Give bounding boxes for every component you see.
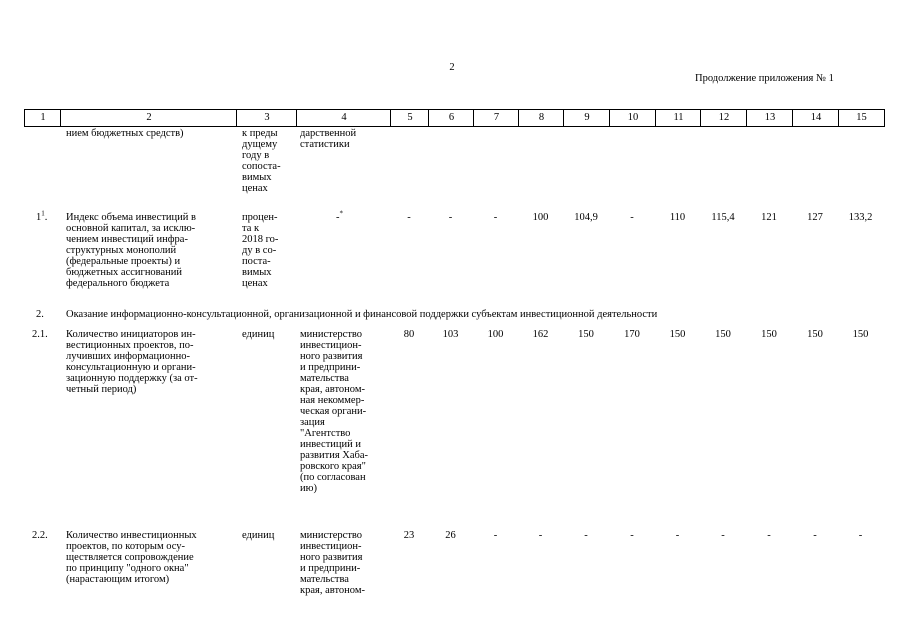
unit-cell: процен- та к 2018 го- ду в со- поста- вимых ценах xyxy=(242,212,279,289)
col-header-13: 13 xyxy=(746,109,793,127)
value-cell: 26 xyxy=(445,530,456,541)
unit-cell: единиц xyxy=(242,329,275,340)
col-header-2: 2 xyxy=(60,109,237,127)
value-cell: 133,2 xyxy=(848,212,873,223)
source-cell: -* xyxy=(336,209,343,223)
value-cell: - xyxy=(767,530,771,541)
indicator-name: Количество инвестиционных проектов, по которым осу- ществляется сопровождение по принципу "одного окна" (нарастающим итогом) xyxy=(66,530,197,585)
value-cell: - xyxy=(407,212,411,223)
col-header-4: 4 xyxy=(296,109,391,127)
value-cell: - xyxy=(630,212,634,223)
value-cell: - xyxy=(675,530,680,541)
col-header-11: 11 xyxy=(655,109,701,127)
col-header-12: 12 xyxy=(700,109,747,127)
col-header-6: 6 xyxy=(428,109,474,127)
value-cell: 170 xyxy=(624,329,640,340)
value-cell: 100 xyxy=(532,212,549,223)
value-cell: 162 xyxy=(532,329,549,340)
col-header-5: 5 xyxy=(390,109,429,127)
value-cell: 115,4 xyxy=(711,212,735,223)
section-title: Оказание информационно-консультационной, организационной и финансовой поддержки субъектам инвестиционной деятельности xyxy=(66,309,658,320)
value-cell: 104,9 xyxy=(574,212,598,223)
source-cell: министерство инвестицион- ного развития и предприни- мательства края, автоном- xyxy=(300,530,365,596)
value-cell: - xyxy=(538,530,543,541)
value-cell: 121 xyxy=(761,212,777,223)
value-cell: - xyxy=(448,212,453,223)
value-cell: 150 xyxy=(852,329,869,340)
source-cell: дарственной статистики xyxy=(300,128,357,150)
col-header-15: 15 xyxy=(838,109,885,127)
value-cell: 23 xyxy=(403,530,415,541)
indicator-name: нием бюджетных средств) xyxy=(66,128,184,139)
col-header-8: 8 xyxy=(518,109,564,127)
value-cell: 127 xyxy=(807,212,823,223)
value-cell: - xyxy=(493,212,498,223)
col-header-9: 9 xyxy=(563,109,610,127)
value-cell: 80 xyxy=(403,329,415,340)
col-header-3: 3 xyxy=(236,109,297,127)
value-cell: 110 xyxy=(669,212,686,223)
row-number: 2. xyxy=(36,309,44,320)
row-number: $1^1$. xyxy=(36,209,48,223)
row-number: 2.1. xyxy=(32,329,48,340)
unit-cell: к преды дущему году в сопоста- вимых ценах xyxy=(242,128,281,194)
col-header-1: 1 xyxy=(24,109,61,127)
value-cell: - xyxy=(858,530,863,541)
indicator-name: Индекс объема инвестиций в основной капитал, за исклю- чением инвестиций инфра- структурных монополий (федеральные проекты) и бюджетных ассигнований федерального бюджета xyxy=(66,212,196,289)
value-cell: - xyxy=(630,530,634,541)
col-header-7: 7 xyxy=(473,109,519,127)
indicator-name: Количество инициаторов ин- вестиционных проектов, по- лучивших информационно- консультационную и органи- зационную поддержку (за от- четный период) xyxy=(66,329,198,395)
page-number: 2 xyxy=(449,62,455,73)
col-header-10: 10 xyxy=(609,109,656,127)
value-cell: 103 xyxy=(442,329,459,340)
value-cell: 150 xyxy=(807,329,823,340)
value-cell: 150 xyxy=(669,329,686,340)
value-cell: 150 xyxy=(761,329,777,340)
value-cell: - xyxy=(721,530,725,541)
value-cell: 150 xyxy=(715,329,731,340)
value-cell: 100 xyxy=(487,329,504,340)
row-number: 2.2. xyxy=(32,530,48,541)
value-cell: - xyxy=(813,530,817,541)
col-header-14: 14 xyxy=(792,109,839,127)
source-cell: министерство инвестицион- ного развития и предприни- мательства края, автоном- ная некоммер- ческая органи- зация "Агентство инвестиций и развития Хаба- ровского края" (по согласован ию) xyxy=(300,329,369,494)
unit-cell: единиц xyxy=(242,530,275,541)
continuation-note: Продолжение приложения № 1 xyxy=(695,73,834,84)
value-cell: 150 xyxy=(578,329,594,340)
value-cell: - xyxy=(584,530,588,541)
value-cell: - xyxy=(493,530,498,541)
